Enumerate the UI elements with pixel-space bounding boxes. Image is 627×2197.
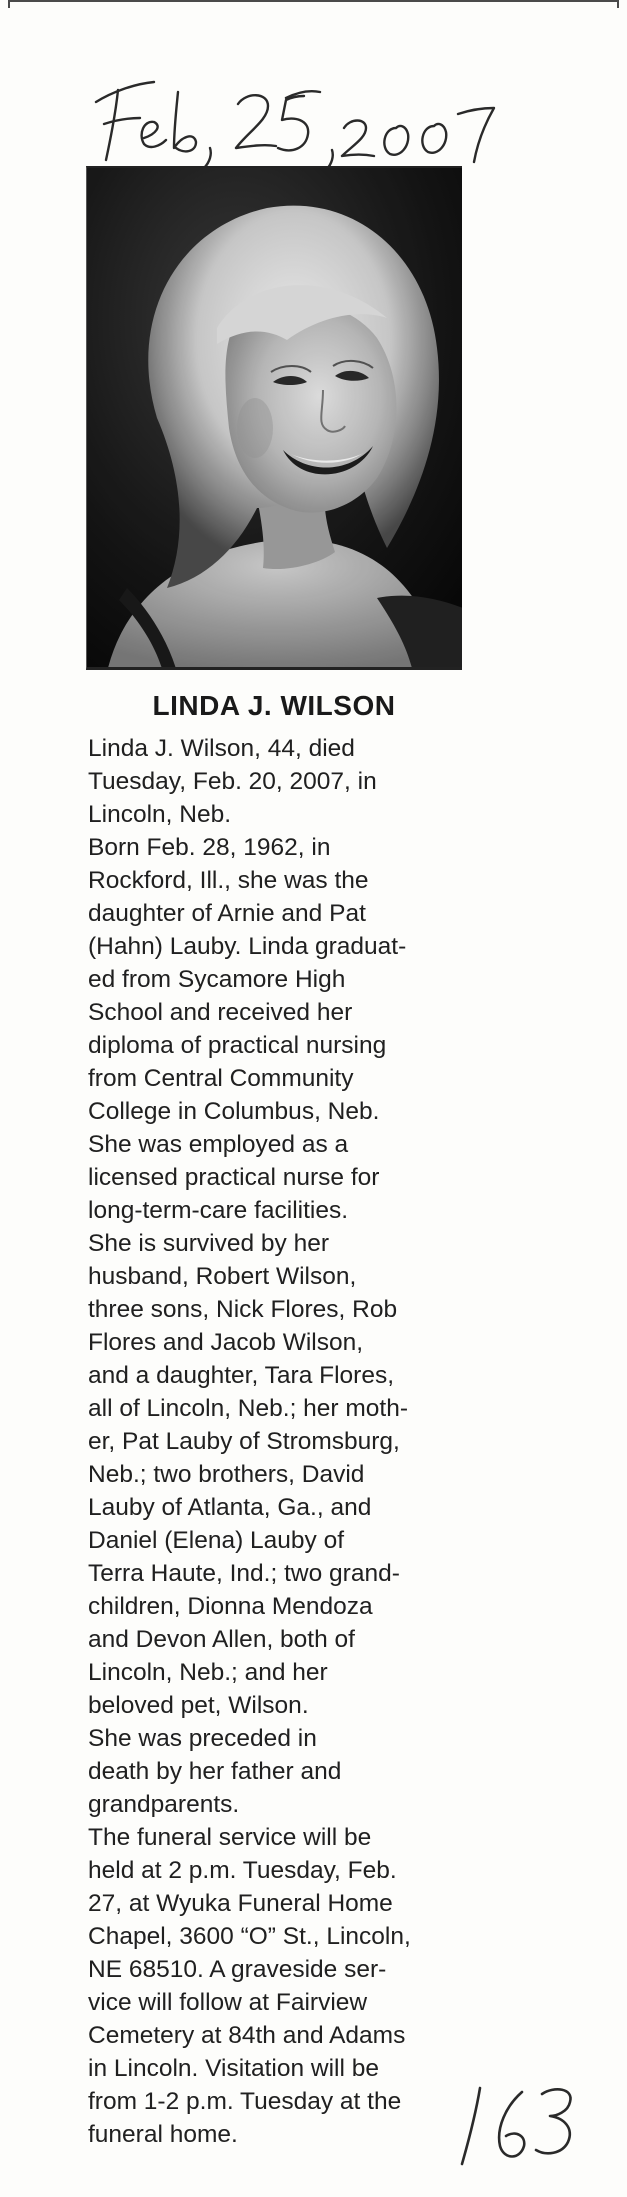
body-line: Tuesday, Feb. 20, 2007, in — [88, 768, 377, 795]
body-line: ed from Sycamore High — [88, 966, 346, 993]
body-line: NE 68510. A graveside ser- — [88, 1956, 387, 1983]
body-line: School and received her — [88, 999, 353, 1026]
body-line: er, Pat Lauby of Stromsburg, — [88, 1428, 400, 1455]
body-line: long-term-care facilities. — [88, 1197, 349, 1224]
body-line: daughter of Arnie and Pat — [88, 900, 366, 927]
body-line: diploma of practical nursing — [88, 1032, 387, 1059]
body-line: (Hahn) Lauby. Linda graduat- — [88, 933, 407, 960]
body-line: Born Feb. 28, 1962, in — [88, 834, 331, 861]
clipping-top-edge — [8, 0, 619, 8]
body-line: She was preceded in — [88, 1725, 317, 1752]
body-line: all of Lincoln, Neb.; her moth- — [88, 1395, 409, 1422]
body-line: licensed practical nurse for — [88, 1164, 380, 1191]
body-line: Lincoln, Neb. — [88, 801, 232, 828]
body-line: Terra Haute, Ind.; two grand- — [88, 1560, 400, 1587]
handwritten-date — [82, 62, 502, 172]
body-line: funeral home. — [88, 2121, 238, 2148]
body-line: held at 2 p.m. Tuesday, Feb. — [88, 1857, 397, 1884]
body-line: death by her father and — [88, 1758, 342, 1785]
body-line: She was employed as a — [88, 1131, 349, 1158]
body-line: and Devon Allen, both of — [88, 1626, 355, 1653]
body-line: children, Dionna Mendoza — [88, 1593, 373, 1620]
body-line: grandparents. — [88, 1791, 240, 1818]
body-line: Lauby of Atlanta, Ga., and — [88, 1494, 372, 1521]
obituary-name-heading: LINDA J. WILSON — [152, 690, 396, 721]
body-line: Daniel (Elena) Lauby of — [88, 1527, 345, 1554]
body-line: from Central Community — [88, 1065, 354, 1092]
body-line: husband, Robert Wilson, — [88, 1263, 357, 1290]
body-line: Linda J. Wilson, 44, died — [88, 735, 355, 762]
body-line: Flores and Jacob Wilson, — [88, 1329, 364, 1356]
body-line: College in Columbus, Neb. — [88, 1098, 380, 1125]
portrait-photo — [86, 166, 462, 670]
body-line: 27, at Wyuka Funeral Home — [88, 1890, 393, 1917]
body-line: Lincoln, Neb.; and her — [88, 1659, 328, 1686]
handwritten-page-number — [450, 2072, 590, 2172]
body-line: vice will follow at Fairview — [88, 1989, 368, 2016]
body-line: Rockford, Ill., she was the — [88, 867, 369, 894]
obituary-body — [88, 732, 448, 2151]
body-line: Cemetery at 84th and Adams — [88, 2022, 406, 2049]
body-line: in Lincoln. Visitation will be — [88, 2055, 379, 2082]
body-line: Neb.; two brothers, David — [88, 1461, 365, 1488]
body-line: She is survived by her — [88, 1230, 330, 1257]
body-line: Chapel, 3600 “O” St., Lincoln, — [88, 1923, 411, 1950]
body-line: beloved pet, Wilson. — [88, 1692, 309, 1719]
body-line: The funeral service will be — [88, 1824, 372, 1851]
body-line: and a daughter, Tara Flores, — [88, 1362, 394, 1389]
body-line: three sons, Nick Flores, Rob — [88, 1296, 398, 1323]
body-line: from 1-2 p.m. Tuesday at the — [88, 2088, 402, 2115]
